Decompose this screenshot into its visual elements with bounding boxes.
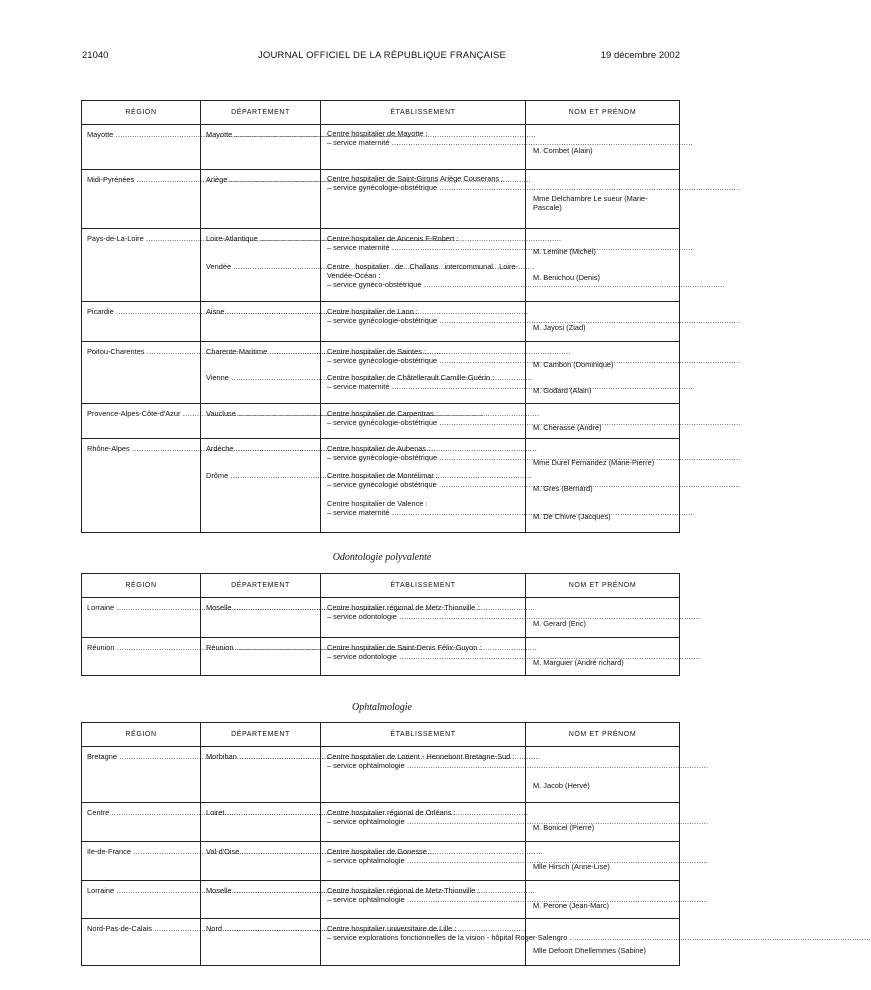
region-block (82, 598, 200, 637)
etablissement-cell (321, 842, 526, 881)
table-row (82, 747, 680, 803)
hospital-name: Centre hospitalier de Ancenis F-Robert : (327, 234, 459, 243)
departement-name: Vaucluse ..... (206, 409, 315, 418)
page-number: 21040 (82, 50, 109, 61)
person-cell (526, 302, 680, 342)
column-header-nom: NOM ET PRÉNOM (526, 101, 680, 125)
person-name: M. Jacob (Hervé) (533, 781, 590, 790)
region-block (82, 881, 200, 918)
service-name: – service gynécologie-obstétrique ..... (327, 356, 518, 365)
etablissement-cell (321, 439, 526, 533)
departement-block (201, 229, 320, 301)
hospital-entry (327, 499, 518, 517)
hospital-name: Centre hospitalier de Aubenas : (327, 444, 431, 453)
person-block (526, 170, 679, 228)
departement-block (201, 747, 320, 802)
departement-cell (201, 803, 321, 842)
region-block (82, 919, 200, 965)
region-block (82, 404, 200, 438)
departement-name: Vendée ..... (206, 262, 315, 271)
region-block (82, 342, 200, 403)
page-header (82, 50, 682, 64)
table-row (82, 342, 680, 404)
appointments-table (81, 100, 680, 533)
departement-name: Charente-Maritime ..... (206, 347, 315, 356)
etablissement-cell (321, 881, 526, 919)
departement-block (201, 803, 320, 841)
hospital-entry (327, 886, 518, 904)
person-cell (526, 229, 680, 302)
service-name: – service explorations fonctionnelles de la vision - hôpital Roger-Salengro ..... (327, 933, 518, 942)
person-cell (526, 803, 680, 842)
service-name: – service maternité ..... (327, 243, 518, 252)
region-cell (82, 342, 201, 404)
person-cell (526, 125, 680, 170)
hospital-entry (327, 643, 518, 661)
hospital-entry (327, 924, 568, 943)
region-name: Nord-Pas-de-Calais ..... (87, 924, 195, 933)
region-name: Poitou-Charentes ..... (87, 347, 195, 356)
region-cell (82, 598, 201, 638)
person-name: Mlle Hirsch (Anne-Lise) (533, 862, 610, 871)
region-name: Provence-Alpes-Côte-d'Azur ..... (87, 409, 195, 418)
hospital-entry (327, 262, 518, 290)
region-name: Bretagne ..... (87, 752, 195, 761)
service-name: – service gynéco-obstétrique ..... (327, 280, 518, 289)
service-name: – service gynécologie obstétrique ..... (327, 480, 518, 489)
region-block (82, 170, 200, 228)
hospital-entry (327, 347, 518, 365)
region-cell (82, 803, 201, 842)
region-block (82, 229, 200, 301)
region-name: Pays-de-La-Loire ..... (87, 234, 195, 243)
hospital-name: Centre hospitalier de Carpentras : (327, 409, 438, 418)
person-name: M. Godard (Alain) (533, 386, 592, 395)
table-row (82, 803, 680, 842)
service-name: – service odontologie ..... (327, 612, 518, 621)
departement-name: Ardèche ..... (206, 444, 315, 453)
departement-name: Moselle ..... (206, 603, 315, 612)
person-cell (526, 638, 680, 676)
region-name: Mayotte ..... (87, 130, 195, 139)
departement-block (201, 342, 320, 403)
hospital-name: Centre hospitalier universitaire de Lille : (327, 924, 457, 933)
region-cell (82, 842, 201, 881)
service-name: – service gynécologie-obstétrique ..... (327, 316, 518, 325)
table-row (82, 302, 680, 342)
hospital-entry (327, 234, 518, 252)
region-cell (82, 125, 201, 170)
column-header-departement: DÉPARTEMENT (201, 574, 321, 598)
hospital-name: Centre hospitalier de Saintes : (327, 347, 427, 356)
departement-block (201, 170, 320, 228)
region-cell (82, 404, 201, 439)
departement-name: Drôme ..... (206, 471, 315, 480)
table-row (82, 842, 680, 881)
etablissement-cell (321, 170, 526, 229)
hospital-name: Centre hospitalier de Saint-Girons Ariège Couserans : (327, 174, 504, 183)
service-name: – service maternité ..... (327, 508, 518, 517)
departement-cell (201, 598, 321, 638)
region-cell (82, 919, 201, 966)
etablissement-block (321, 919, 568, 965)
person-name: M. Bonicel (Pierre) (533, 823, 595, 832)
departement-name: Nord ..... (206, 924, 315, 933)
table-row (82, 125, 680, 170)
departement-block (201, 302, 320, 341)
etablissement-block (321, 342, 525, 403)
hospital-entry (327, 129, 518, 147)
service-name: – service gynécologie-obstétrique ..... (327, 183, 518, 192)
person-block (526, 229, 679, 301)
person-block (526, 747, 679, 802)
region-name: Midi-Pyrénées ..... (87, 175, 195, 184)
departement-cell (201, 229, 321, 302)
person-block (526, 598, 679, 637)
departement-block (201, 919, 320, 965)
departement-name: Aisne ..... (206, 307, 315, 316)
person-cell (526, 439, 680, 533)
region-name: Lorraine ..... (87, 886, 195, 895)
departement-block (201, 439, 320, 532)
departement-name: Réunion ..... (206, 643, 315, 652)
hospital-name: Centre hospitalier de Châtellerault Camille-Guérin : (327, 373, 495, 382)
table-row (82, 439, 680, 533)
person-cell (526, 342, 680, 404)
person-name: M. Jayosi (Ziad) (533, 323, 586, 332)
departement-cell (201, 842, 321, 881)
departement-block (201, 842, 320, 880)
column-header-etablissement: ÉTABLISSEMENT (321, 574, 526, 598)
service-name: – service maternité ..... (327, 138, 518, 147)
person-name: Mme Delchambre Le sueur (Marie-Pascale) (533, 194, 648, 213)
region-name: Réunion ..... (87, 643, 195, 652)
person-name: M. Marguier (André richard) (533, 658, 624, 667)
region-block (82, 803, 200, 841)
departement-cell (201, 638, 321, 676)
departement-name: Moselle ..... (206, 886, 315, 895)
region-cell (82, 439, 201, 533)
person-cell (526, 842, 680, 881)
person-name: M. Benichou (Denis) (533, 273, 600, 282)
person-block (526, 842, 679, 880)
departement-name: Loiret ..... (206, 808, 315, 817)
hospital-entry (327, 409, 518, 427)
etablissement-block (321, 598, 525, 637)
departement-cell (201, 342, 321, 404)
appointments-table (81, 573, 680, 676)
person-cell (526, 404, 680, 439)
service-name: – service odontologie ..... (327, 652, 518, 661)
person-block (526, 125, 679, 169)
hospital-name: Centre hospitalier régional de Metz-Thionville : (327, 886, 480, 895)
etablissement-cell (321, 229, 526, 302)
person-block (526, 638, 679, 675)
etablissement-block (321, 803, 525, 841)
etablissement-block (321, 881, 525, 918)
departement-cell (201, 302, 321, 342)
hospital-name: Centre hospitalier de Laon : (327, 307, 418, 316)
table-header-row (82, 574, 680, 598)
departement-name: Vienne ..... (206, 373, 315, 382)
etablissement-cell (321, 125, 526, 170)
person-cell (526, 919, 680, 966)
departement-cell (201, 919, 321, 966)
journal-title: JOURNAL OFFICIEL DE LA RÉPUBLIQUE FRANÇAISE (257, 50, 507, 61)
etablissement-cell (321, 638, 526, 676)
region-name: Rhône-Alpes ..... (87, 444, 195, 453)
etablissement-block (321, 747, 525, 802)
hospital-entry (327, 808, 518, 826)
person-block (526, 881, 679, 918)
region-cell (82, 302, 201, 342)
person-cell (526, 170, 680, 229)
appointments-table (81, 722, 680, 966)
region-block (82, 439, 200, 532)
departement-name: Val-d'Oise ..... (206, 847, 315, 856)
region-block (82, 638, 200, 675)
column-header-nom: NOM ET PRÉNOM (526, 723, 680, 747)
person-block (526, 919, 679, 965)
departement-block (201, 125, 320, 169)
service-name: – service ophtalmologie ..... (327, 895, 518, 904)
region-name: Centre ..... (87, 808, 195, 817)
service-name: – service ophtalmologie ..... (327, 856, 518, 865)
person-name: Mme Durel Fernandez (Marie-Pierre) (533, 458, 655, 467)
service-name: – service maternité ..... (327, 382, 518, 391)
person-block (526, 404, 679, 438)
column-header-etablissement: ÉTABLISSEMENT (321, 101, 526, 125)
hospital-entry (327, 307, 518, 325)
person-name: M. Gerard (Eric) (533, 619, 586, 628)
service-name: – service gynécologie-obstétrique ..... (327, 418, 518, 427)
column-header-region: RÉGION (82, 101, 201, 125)
hospital-entry (327, 174, 518, 192)
departement-name: Ariège ..... (206, 175, 315, 184)
etablissement-cell (321, 919, 568, 966)
hospital-entry (327, 603, 518, 621)
region-block (82, 842, 200, 880)
hospital-name: Centre hospitalier de Montélimar : (327, 471, 438, 480)
column-header-region: RÉGION (82, 574, 201, 598)
table-header-row (82, 723, 680, 747)
person-name: M. Gres (Bernard) (533, 484, 593, 493)
person-cell (526, 747, 680, 803)
column-header-etablissement: ÉTABLISSEMENT (321, 723, 526, 747)
person-block (526, 803, 679, 841)
hospital-entry (327, 471, 518, 489)
departement-name: Mayotte ..... (206, 130, 315, 139)
etablissement-block (321, 229, 525, 301)
table-row (82, 229, 680, 302)
hospital-name: Centre hospitalier de Saint-Denis Félix-Guyon : (327, 643, 482, 652)
person-name: M. Perone (Jean-Marc) (533, 901, 609, 910)
person-block (526, 302, 679, 341)
departement-cell (201, 747, 321, 803)
etablissement-cell (321, 598, 526, 638)
etablissement-block (321, 125, 525, 169)
region-name: Ile-de-France ..... (87, 847, 195, 856)
etablissement-block (321, 638, 525, 675)
person-block (526, 439, 679, 532)
table-row (82, 881, 680, 919)
region-cell (82, 881, 201, 919)
hospital-name: Centre hospitalier de Mayotte : (327, 129, 428, 138)
departement-block (201, 638, 320, 675)
hospital-entry (327, 373, 518, 391)
column-header-departement: DÉPARTEMENT (201, 723, 321, 747)
hospital-entry (327, 752, 518, 770)
service-name: – service ophtalmologie ..... (327, 817, 518, 826)
column-header-departement: DÉPARTEMENT (201, 101, 321, 125)
hospital-name: Centre hospitalier régional de Orléans : (327, 808, 456, 817)
hospital-name: Centre hospitalier de Valence : (327, 499, 428, 508)
departement-block (201, 598, 320, 637)
service-name: – service ophtalmologie ..... (327, 761, 518, 770)
person-name: M. Cambon (Dominique) (533, 360, 614, 369)
region-cell (82, 170, 201, 229)
departement-cell (201, 125, 321, 170)
etablissement-cell (321, 404, 526, 439)
departement-cell (201, 881, 321, 919)
table-row (82, 638, 680, 676)
person-block (526, 342, 679, 403)
etablissement-block (321, 404, 525, 438)
person-name: Mlle Defoort Dhellemmes (Sabine) (533, 946, 646, 955)
etablissement-cell (321, 342, 526, 404)
departement-cell (201, 170, 321, 229)
person-name: M. De Chivre (Jacques) (533, 512, 611, 521)
departement-name: Morbihan ..... (206, 752, 315, 761)
etablissement-block (321, 170, 525, 228)
region-block (82, 302, 200, 341)
etablissement-cell (321, 302, 526, 342)
column-header-region: RÉGION (82, 723, 201, 747)
departement-block (201, 881, 320, 918)
etablissement-block (321, 302, 525, 341)
hospital-entry (327, 444, 518, 462)
hospital-name: Centre hospitalier de Gonesse : (327, 847, 431, 856)
column-header-nom: NOM ET PRÉNOM (526, 574, 680, 598)
region-block (82, 125, 200, 169)
person-name: M. Combet (Alain) (533, 146, 593, 155)
hospital-name: Centre hospitalier de Challans intercommunal Loire-Vendée-Océan : (327, 262, 518, 281)
region-cell (82, 229, 201, 302)
region-name: Lorraine ..... (87, 603, 195, 612)
person-name: M. Cherasse (André) (533, 423, 602, 432)
region-cell (82, 747, 201, 803)
region-cell (82, 638, 201, 676)
hospital-entry (327, 847, 518, 865)
etablissement-cell (321, 803, 526, 842)
service-name: – service gynécologie-obstétrique ..... (327, 453, 518, 462)
etablissement-cell (321, 747, 526, 803)
table-header-row (82, 101, 680, 125)
hospital-name: Centre hospitalier régional de Metz-Thionville : (327, 603, 480, 612)
etablissement-block (321, 842, 525, 880)
section-title: Ophtalmologie (352, 702, 412, 713)
issue-date: 19 décembre 2002 (600, 50, 680, 61)
departement-block (201, 404, 320, 438)
table-row (82, 919, 680, 966)
person-name: M. Lemine (Michel) (533, 247, 596, 256)
table-row (82, 170, 680, 229)
table-row (82, 598, 680, 638)
hospital-name: Centre hospitalier de Lorient - Hennebont Bretagne-Sud : (327, 752, 515, 761)
departement-name: Loire-Atlantique ..... (206, 234, 315, 243)
table-row (82, 404, 680, 439)
etablissement-block (321, 439, 525, 532)
departement-cell (201, 404, 321, 439)
departement-cell (201, 439, 321, 533)
region-block (82, 747, 200, 802)
person-cell (526, 598, 680, 638)
region-name: Picardie ..... (87, 307, 195, 316)
section-title: Odontologie polyvalente (332, 552, 432, 563)
person-cell (526, 881, 680, 919)
